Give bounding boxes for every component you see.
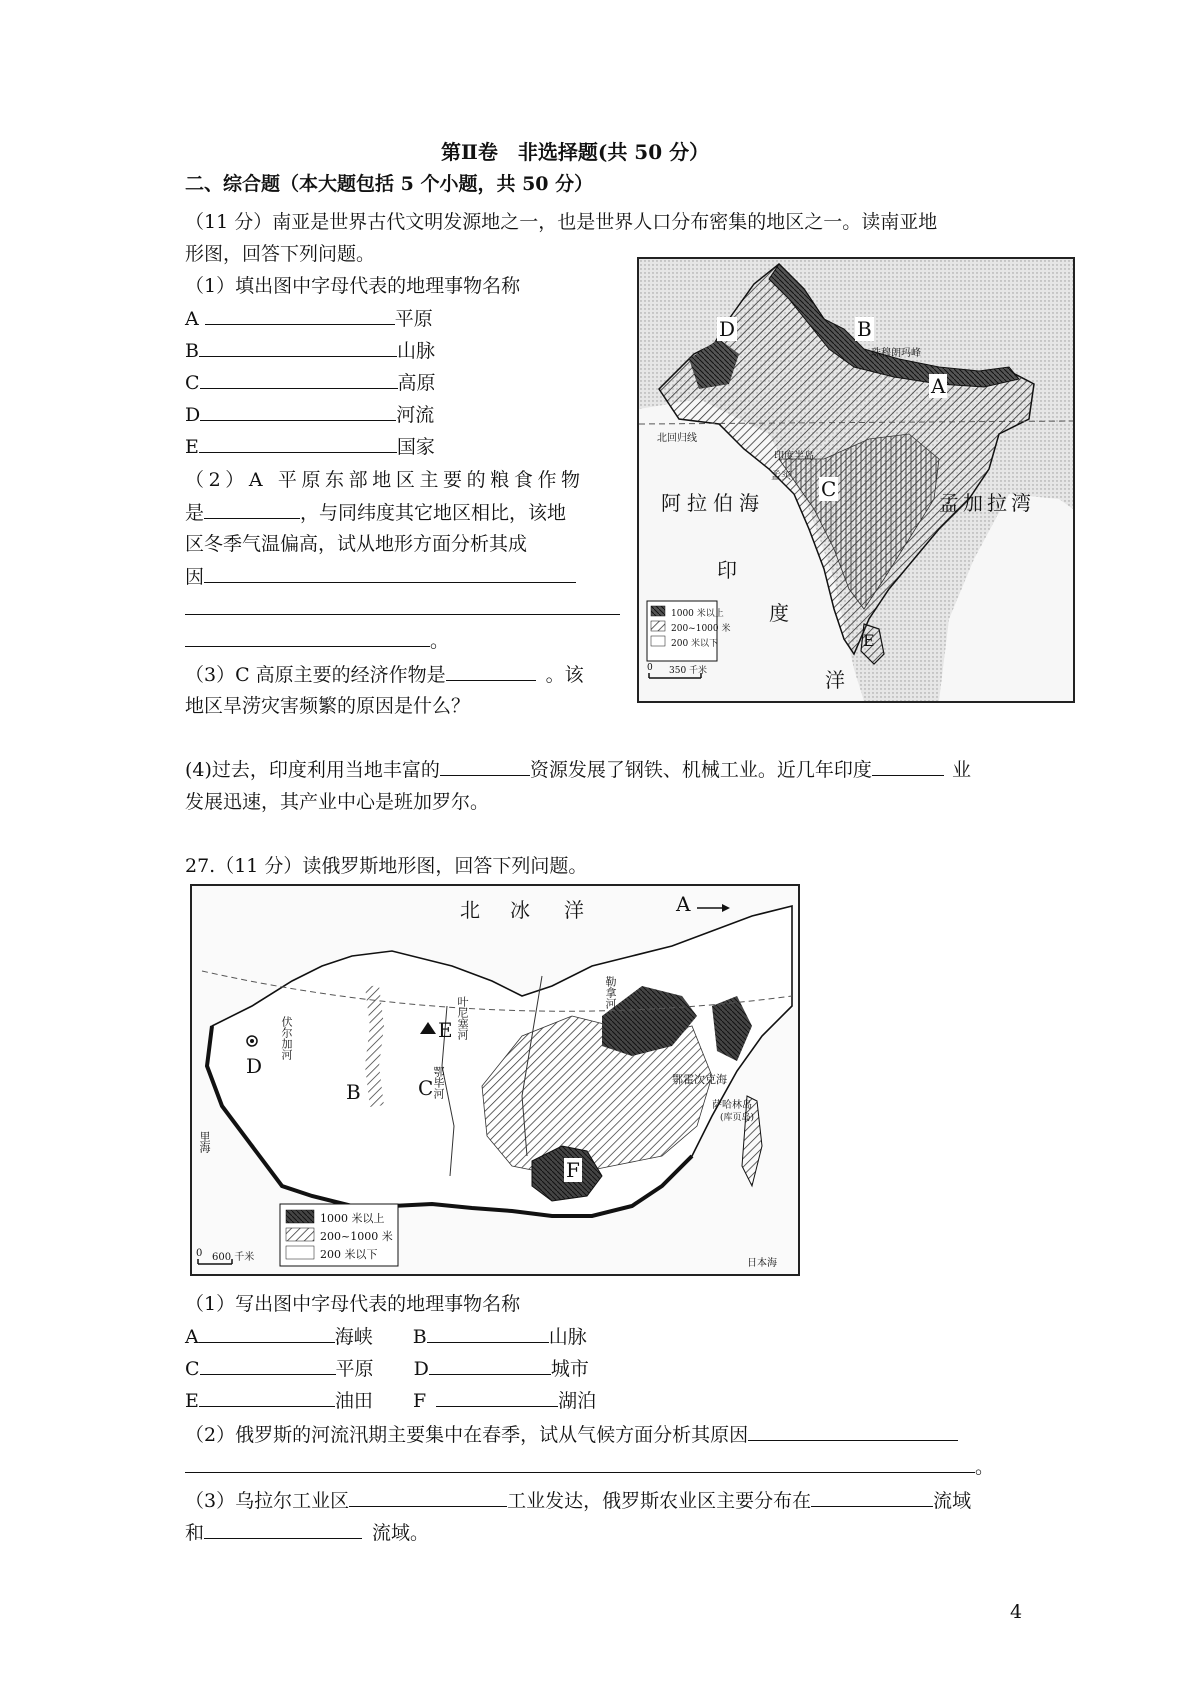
sa-place-everest: 珠穆朗玛峰: [871, 348, 921, 359]
q27-sub1: （1）写出图中字母代表的地理事物名称: [185, 1293, 521, 1315]
q26-sub2-end: 。: [430, 630, 450, 652]
q26-sub2-line4-a: 因: [185, 566, 205, 588]
q26-cash-crop-blank[interactable]: [446, 660, 536, 681]
q26-blank-d: [185, 400, 434, 429]
sa-legend-low: 200 米以下: [671, 639, 719, 649]
ru-legend-high: 1000 米以上: [320, 1212, 385, 1225]
ru-label-d: D: [246, 1054, 263, 1078]
q27-flood-reason-blank-1[interactable]: [748, 1420, 958, 1441]
ru-place-yenisei: 叶尼塞河: [456, 996, 469, 1040]
q27-row2-a-suffix: 平原: [335, 1358, 374, 1380]
q26-blank-b: [185, 336, 435, 365]
q26-answer-blank-b[interactable]: [199, 336, 397, 357]
q26-industry-blank[interactable]: [872, 755, 944, 776]
sa-legend-high: 1000 米以上: [671, 609, 724, 619]
q26-blank-c-letter: C: [185, 372, 200, 394]
ru-label-c: C: [418, 1076, 434, 1100]
q26-blank-e-letter: E: [185, 436, 199, 458]
q26-sub4-line1: [185, 755, 971, 784]
sa-label-b: B: [857, 317, 872, 341]
q26-resource-blank[interactable]: [440, 755, 530, 776]
q26-sub1: （1）填出图中字母代表的地理事物名称: [185, 275, 521, 297]
q26-reason-blank-2[interactable]: [185, 594, 620, 615]
q26-sub3-line1-b: 。该: [545, 664, 584, 686]
q27-row1-a-letter: A: [185, 1326, 199, 1348]
q27-row1-b-letter: B: [412, 1326, 427, 1348]
part-heading: 二、综合题（本大题包括 5 个小题，共 50 分）: [185, 173, 594, 195]
q26-sub3-line1-a: （3）C 高原主要的经济作物是: [185, 664, 446, 686]
q27-answer-blank-f[interactable]: [436, 1386, 558, 1407]
q26-sub2-line2-a: 是: [185, 502, 205, 524]
q27-answer-blank-d[interactable]: [429, 1354, 551, 1375]
russia-map: [190, 884, 800, 1276]
q26-answer-blank-a[interactable]: [205, 304, 395, 325]
q26-sub4-line1-c: 业: [951, 759, 971, 781]
ru-place-ob: 鄂毕河: [432, 1066, 445, 1099]
sa-label-a: A: [931, 374, 946, 398]
q27-row3-b-suffix: 湖泊: [558, 1390, 597, 1412]
ru-place-caspian: 里海: [198, 1131, 211, 1153]
q27-ural-industry-blank[interactable]: [349, 1486, 507, 1507]
q26-blank-b-suffix: 山脉: [396, 340, 435, 362]
page-number: 4: [1010, 1601, 1023, 1623]
q27-sub3-line1-c: 流域: [933, 1490, 972, 1512]
q27-intro: 27.（11 分）读俄罗斯地形图，回答下列问题。: [185, 855, 588, 877]
sa-place-indian-ocean-2: 度: [769, 601, 789, 625]
ru-place-sakhalin: 萨哈林岛: [712, 1100, 752, 1111]
ru-place-okhotsk: 鄂霍次克海: [672, 1073, 727, 1086]
ru-label-e: E: [438, 1018, 453, 1042]
q27-answer-blank-a[interactable]: [199, 1322, 335, 1343]
q26-sub3-line2: 地区旱涝灾害频繁的原因是什么？: [185, 695, 471, 717]
sa-place-bay-of-bengal: 孟加拉湾: [939, 491, 1035, 515]
q27-answer-blank-c[interactable]: [200, 1354, 336, 1375]
q26-answer-blank-d[interactable]: [200, 400, 396, 421]
ru-legend-mid: 200~1000 米: [320, 1230, 393, 1243]
q26-reason-line2: [185, 594, 620, 623]
q26-blank-c: [185, 368, 436, 397]
q27-row2-b-suffix: 城市: [550, 1358, 589, 1380]
south-asia-map: [637, 257, 1075, 703]
ru-scale-zero: 0: [196, 1248, 203, 1259]
q27-answer-blank-b[interactable]: [427, 1322, 549, 1343]
ru-place-sakhalin-sub: (库页岛): [720, 1113, 755, 1123]
sa-place-indian-ocean-1: 印: [717, 558, 737, 582]
q26-blank-a: [185, 304, 433, 333]
q26-blank-d-letter: D: [185, 404, 201, 426]
q27-flood-reason-blank-2[interactable]: [185, 1452, 975, 1473]
q27-sub3-line1-b: 工业发达，俄罗斯农业区主要分布在: [507, 1490, 812, 1512]
sa-place-tropic: 北回归线: [657, 433, 697, 444]
ru-place-arctic-1: 北: [460, 898, 480, 922]
sa-label-d: D: [719, 317, 736, 341]
q27-sub3-line1: [185, 1486, 971, 1515]
sa-label-e: E: [863, 631, 875, 650]
ru-label-b: B: [346, 1080, 361, 1104]
q26-reason-blank-3[interactable]: [185, 626, 430, 647]
ru-label-f: F: [566, 1158, 580, 1182]
q27-sub2-end: 。: [975, 1456, 995, 1478]
q26-crop-blank[interactable]: [204, 498, 300, 519]
q27-river-basin-blank-1[interactable]: [811, 1486, 933, 1507]
q27-sub2-line2: [185, 1452, 994, 1481]
ru-legend-low: 200 米以下: [320, 1248, 378, 1261]
q26-answer-blank-c[interactable]: [200, 368, 398, 389]
q27-answer-blank-e[interactable]: [199, 1386, 335, 1407]
q26-sub4-line1-b: 资源发展了钢铁、机械工业。近几年印度: [529, 759, 872, 781]
q26-sub4-line2: 发展迅速，其产业中心是班加罗尔。: [185, 791, 490, 813]
sa-place-arabian-sea: 阿拉伯海: [661, 491, 765, 515]
sa-place-peninsula: 印度半岛: [774, 451, 814, 462]
q26-sub3-line1: [185, 660, 584, 689]
q27-row1-a-suffix: 海峡: [334, 1326, 373, 1348]
q26-intro-line1: （11 分）南亚是世界古代文明发源地之一，也是世界人口分布密集的地区之一。读南亚地: [185, 211, 938, 233]
ru-place-lena: 勒拿河: [604, 976, 617, 1009]
ru-place-japan-sea: 日本海: [747, 1258, 777, 1269]
q27-row3-a-suffix: 油田: [334, 1390, 373, 1412]
q26-blank-d-suffix: 河流: [396, 404, 435, 426]
ru-scale-label: 600 千米: [212, 1252, 255, 1263]
sa-scale-label: 350 千米: [669, 666, 708, 676]
q27-row3: [185, 1386, 596, 1415]
ru-place-arctic-2: 冰: [510, 898, 530, 922]
q26-reason-line3: [185, 626, 449, 655]
ru-place-volga: 伏尔加河: [280, 1016, 293, 1060]
sa-legend-mid: 200~1000 米: [671, 624, 731, 634]
q27-row1: [185, 1322, 587, 1351]
q26-sub2-line2: [185, 498, 566, 527]
q27-row1-b-suffix: 山脉: [548, 1326, 587, 1348]
q26-blank-e: [185, 432, 435, 461]
q27-sub2-text: （2）俄罗斯的河流汛期主要集中在春季，试从气候方面分析其原因: [185, 1424, 749, 1446]
sa-place-indian-ocean-3: 洋: [825, 668, 845, 692]
q27-sub3-line1-a: （3）乌拉尔工业区: [185, 1490, 350, 1512]
q26-blank-e-suffix: 国家: [396, 436, 435, 458]
ru-label-a: A: [676, 892, 691, 916]
q26-sub2-line1: （2）A 平原东部地区主要的粮食作物: [185, 469, 585, 491]
q27-sub2-line1: [185, 1420, 958, 1449]
q27-sub3-line2-a: 和: [185, 1522, 205, 1544]
q26-sub4-line1-a: (4)过去，印度利用当地丰富的: [185, 759, 440, 781]
q26-answer-blank-e[interactable]: [199, 432, 397, 453]
q27-sub3-line2: [185, 1518, 429, 1547]
sa-place-mumbai: 孟买: [771, 471, 791, 482]
sa-scale-zero: 0: [647, 663, 653, 673]
q26-sub2-line3: 区冬季气温偏高，试从地形方面分析其成: [185, 533, 528, 555]
q26-sub2-line2-b: ，与同纬度其它地区相比，该地: [300, 502, 567, 524]
q26-blank-a-letter: A: [185, 308, 199, 330]
q26-blank-b-letter: B: [185, 340, 199, 362]
q26-intro-line2: 形图，回答下列问题。: [185, 243, 376, 265]
q27-river-basin-blank-2[interactable]: [204, 1518, 362, 1539]
q27-row2-a-letter: C: [185, 1358, 200, 1380]
q27-row3-a-letter: E: [185, 1390, 199, 1412]
q27-row2: [185, 1354, 589, 1383]
section-title: 第Ⅱ卷 非选择题(共 50 分）: [441, 140, 710, 164]
q27-sub3-line2-b: 流域。: [372, 1522, 430, 1544]
q26-sub2-line4: [185, 562, 576, 591]
q26-reason-blank-1[interactable]: [204, 562, 576, 583]
q26-blank-a-suffix: 平原: [394, 308, 433, 330]
q27-row3-b-letter: F: [412, 1390, 427, 1412]
ru-place-arctic-3: 洋: [564, 898, 584, 922]
q26-blank-c-suffix: 高原: [397, 372, 436, 394]
q27-row2-b-letter: D: [413, 1358, 429, 1380]
sa-label-c: C: [821, 477, 837, 501]
